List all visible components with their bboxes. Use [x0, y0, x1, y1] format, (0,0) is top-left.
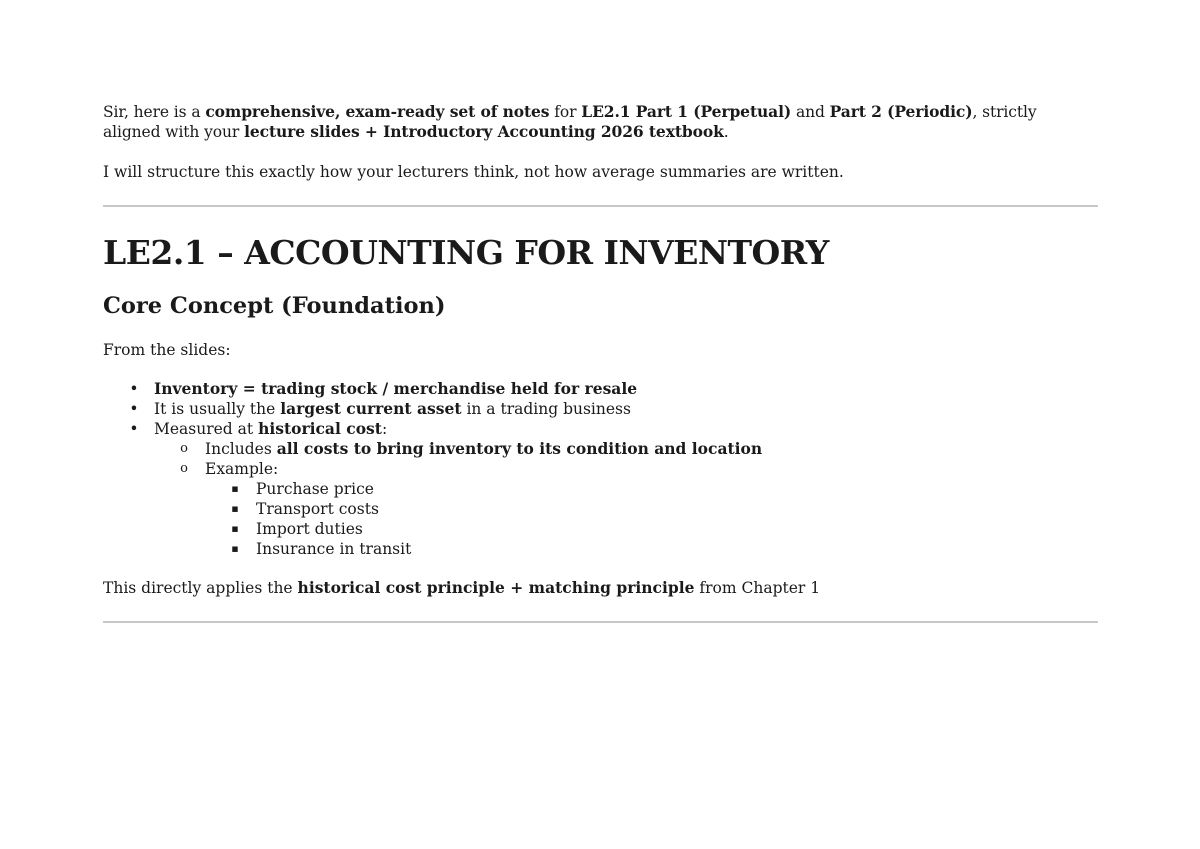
bullet-text: Measured at: [154, 420, 259, 438]
list-item: [103, 379, 1098, 399]
horizontal-divider: [103, 621, 1098, 623]
bullet-bold-text: all costs to bring inventory to its condition and location: [276, 439, 763, 458]
list-item: [205, 479, 1098, 499]
closing-paragraph: [103, 578, 1098, 598]
closing-bold-text: historical cost principle + matching principle: [297, 578, 695, 597]
disc-bullet-icon: •: [129, 420, 139, 438]
list-item: [205, 539, 1098, 559]
intro-text: Sir, here is a: [103, 103, 206, 121]
bullet-text: in a trading business: [461, 400, 631, 418]
list-item: [103, 399, 1098, 419]
intro-text: and: [791, 103, 830, 121]
example-bullet-list: [205, 479, 1098, 559]
example-text: Transport costs: [256, 500, 379, 518]
circle-bullet-icon: o: [180, 461, 188, 476]
horizontal-divider: [103, 205, 1098, 207]
bullet-bold-text: historical cost: [258, 419, 382, 438]
intro-bold-part1: LE2.1 Part 1 (Perpetual): [581, 102, 792, 121]
from-slides-label: From the slides:: [103, 341, 231, 359]
example-text: Import duties: [256, 520, 363, 538]
intro-text: , strictly aligned with your: [103, 103, 1037, 141]
intro-text: .: [723, 123, 729, 141]
disc-bullet-icon: •: [129, 400, 139, 418]
structure-note: I will structure this exactly how your lecturers think, not how average summaries are written.: [103, 163, 844, 181]
closing-text: from Chapter 1: [694, 579, 821, 597]
section-heading: LE2.1 – ACCOUNTING FOR INVENTORY: [103, 233, 829, 272]
list-item: [103, 419, 1098, 559]
square-bullet-icon: ▪: [231, 522, 239, 535]
sub-bullet-list: [154, 439, 1098, 559]
bullet-text: :: [381, 420, 388, 438]
bullet-text: Example:: [205, 460, 279, 478]
bullet-bold-text: largest current asset: [280, 399, 462, 418]
list-item: [154, 439, 1098, 459]
intro-paragraph: [103, 102, 1098, 142]
intro-bold-notes: comprehensive, exam-ready set of notes: [205, 102, 550, 121]
intro-text: for: [549, 103, 582, 121]
square-bullet-icon: ▪: [231, 502, 239, 515]
square-bullet-icon: ▪: [231, 542, 239, 555]
intro-bold-sources: lecture slides + Introductory Accounting 2026 textbook: [244, 122, 724, 141]
intro-bold-part2: Part 2 (Periodic): [829, 102, 973, 121]
list-item: [205, 499, 1098, 519]
document-page: [103, 102, 1098, 623]
disc-bullet-icon: •: [129, 380, 139, 398]
closing-text: This directly applies the: [103, 579, 298, 597]
list-item: [205, 519, 1098, 539]
square-bullet-icon: ▪: [231, 482, 239, 495]
bullet-text: Inventory = trading stock / merchandise held for resale: [154, 379, 638, 398]
example-text: Insurance in transit: [256, 540, 412, 558]
main-bullet-list: [103, 379, 1098, 559]
bullet-text: It is usually the: [154, 400, 281, 418]
subsection-heading: Core Concept (Foundation): [103, 293, 446, 319]
example-text: Purchase price: [256, 480, 374, 498]
circle-bullet-icon: o: [180, 441, 188, 456]
bullet-text: Includes: [205, 440, 277, 458]
list-item: [154, 459, 1098, 559]
